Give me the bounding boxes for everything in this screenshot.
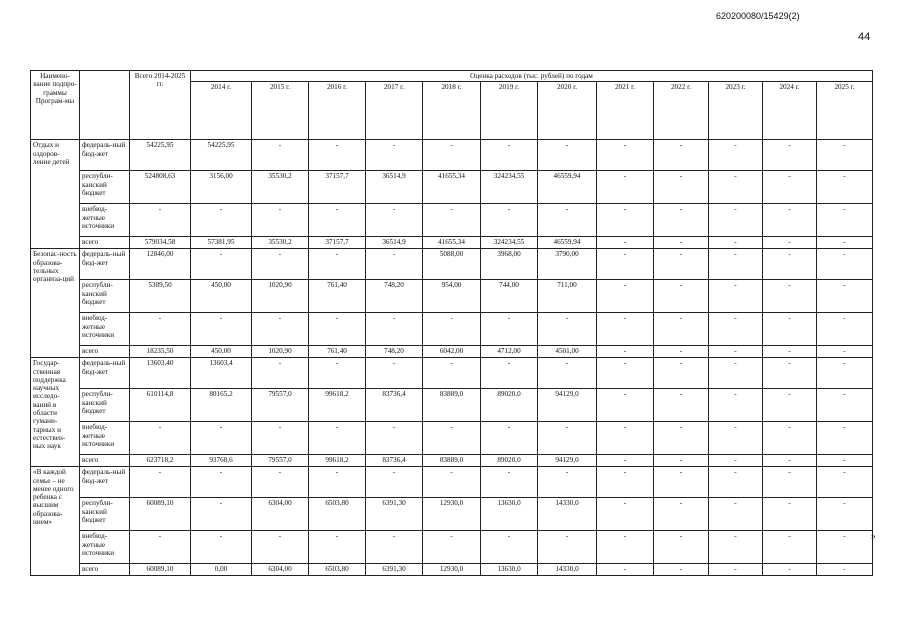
year-value-cell: - [538, 422, 597, 455]
header-year: 2014 г. [191, 82, 252, 140]
year-value-cell: - [252, 422, 309, 455]
year-value-cell: - [654, 422, 709, 455]
funding-source: республи-канский бюджет [80, 280, 130, 313]
table-row [31, 249, 873, 280]
year-value-cell: 36514,9 [366, 237, 423, 249]
funding-source: республи-канский бюджет [80, 389, 130, 422]
year-value-cell: - [597, 498, 654, 531]
table-row [31, 171, 873, 204]
table-row [31, 455, 873, 467]
year-value-cell: - [481, 467, 538, 498]
year-value-cell: - [763, 237, 817, 249]
year-value-cell: 6391,30 [366, 498, 423, 531]
year-value-cell: - [763, 249, 817, 280]
year-value-cell: 744,00 [481, 280, 538, 313]
year-value-cell: - [309, 531, 366, 564]
header-year: 2023 г. [709, 82, 763, 140]
year-value-cell: - [709, 204, 763, 237]
year-value-cell: 5088,00 [423, 249, 481, 280]
total-cell: 60089,10 [130, 498, 191, 531]
year-value-cell: 748,20 [366, 280, 423, 313]
year-value-cell: - [763, 313, 817, 346]
year-value-cell: 14330,0 [538, 564, 597, 576]
year-value-cell: - [763, 280, 817, 313]
year-value-cell: - [709, 422, 763, 455]
year-value-cell: - [191, 531, 252, 564]
year-value-cell: 13630,0 [481, 564, 538, 576]
year-value-cell: - [709, 389, 763, 422]
year-value-cell: - [252, 140, 309, 171]
header-year: 2020 г. [538, 82, 597, 140]
year-value-cell: - [709, 455, 763, 467]
total-cell: 623718,2 [130, 455, 191, 467]
year-value-cell: - [597, 422, 654, 455]
year-value-cell: - [817, 389, 873, 422]
year-value-cell: 12930,0 [423, 564, 481, 576]
year-value-cell: - [309, 204, 366, 237]
year-value-cell: - [252, 249, 309, 280]
year-value-cell: - [597, 358, 654, 389]
header-year: 2025 г. [817, 82, 873, 140]
year-value-cell: - [597, 171, 654, 204]
funding-source: всего [80, 237, 130, 249]
year-value-cell: 89020,0 [481, 455, 538, 467]
year-value-cell: 99618,2 [309, 455, 366, 467]
year-value-cell: - [309, 358, 366, 389]
header-year: 2017 г. [366, 82, 423, 140]
funding-source: всего [80, 346, 130, 358]
year-value-cell: - [252, 313, 309, 346]
table-row [31, 204, 873, 237]
year-value-cell: - [709, 313, 763, 346]
funding-source: республи-канский бюджет [80, 498, 130, 531]
header-name: Наимено-вание подпро-граммы Програм-мы [31, 71, 80, 140]
year-value-cell: - [709, 358, 763, 389]
year-value-cell: - [654, 140, 709, 171]
year-value-cell: - [309, 313, 366, 346]
year-value-cell: - [763, 455, 817, 467]
total-cell: - [130, 531, 191, 564]
year-value-cell: - [817, 249, 873, 280]
year-value-cell: 13603,4 [191, 358, 252, 389]
year-value-cell: 94129,0 [538, 389, 597, 422]
year-value-cell: - [481, 140, 538, 171]
funding-source: внебюд-жетные источники [80, 204, 130, 237]
year-value-cell: - [654, 389, 709, 422]
year-value-cell: 4501,00 [538, 346, 597, 358]
year-value-cell: - [763, 140, 817, 171]
year-value-cell: - [763, 467, 817, 498]
year-value-cell: 35530,2 [252, 171, 309, 204]
year-value-cell: 99618,2 [309, 389, 366, 422]
closing-quote: » [871, 531, 876, 541]
year-value-cell: 79557,0 [252, 389, 309, 422]
year-value-cell: - [817, 280, 873, 313]
year-value-cell: - [597, 249, 654, 280]
year-value-cell: - [191, 422, 252, 455]
year-value-cell: - [252, 358, 309, 389]
year-value-cell: 41655,34 [423, 171, 481, 204]
year-value-cell: - [366, 467, 423, 498]
year-value-cell: - [191, 498, 252, 531]
year-value-cell: - [817, 358, 873, 389]
year-value-cell: 6042,00 [423, 346, 481, 358]
funding-source: федераль-ный бюд-жет [80, 249, 130, 280]
header-year: 2016 г. [309, 82, 366, 140]
year-value-cell: - [654, 455, 709, 467]
year-value-cell: - [252, 531, 309, 564]
year-value-cell: - [763, 498, 817, 531]
year-value-cell: - [763, 204, 817, 237]
year-value-cell: - [817, 531, 873, 564]
funding-source: федераль-ный бюд-жет [80, 358, 130, 389]
year-value-cell: - [654, 358, 709, 389]
total-cell: 5389,50 [130, 280, 191, 313]
year-value-cell: 83889,0 [423, 455, 481, 467]
total-cell: 524808,63 [130, 171, 191, 204]
year-value-cell: 761,40 [309, 280, 366, 313]
year-value-cell: 83889,0 [423, 389, 481, 422]
year-value-cell: - [817, 313, 873, 346]
year-value-cell: 324234,55 [481, 237, 538, 249]
table-row [31, 237, 873, 249]
year-value-cell: - [709, 531, 763, 564]
funding-source: всего [80, 455, 130, 467]
header-year: 2022 г. [654, 82, 709, 140]
table-row [31, 280, 873, 313]
total-cell: - [130, 204, 191, 237]
year-value-cell: 93768,6 [191, 455, 252, 467]
total-cell: 60089,10 [130, 564, 191, 576]
year-value-cell: - [309, 467, 366, 498]
year-value-cell: 35530,2 [252, 237, 309, 249]
year-value-cell: 4712,00 [481, 346, 538, 358]
year-value-cell: - [763, 531, 817, 564]
total-cell: - [130, 313, 191, 346]
year-value-cell: - [423, 313, 481, 346]
year-value-cell: - [366, 313, 423, 346]
total-cell: 12846,00 [130, 249, 191, 280]
year-value-cell: - [654, 467, 709, 498]
year-value-cell: - [817, 564, 873, 576]
header-row-top [31, 71, 873, 82]
year-value-cell: 0,00 [191, 564, 252, 576]
funding-source: федераль-ный бюд-жет [80, 467, 130, 498]
year-value-cell: - [709, 249, 763, 280]
header-total: Всего 2014-2025 гг. [130, 71, 191, 140]
year-value-cell: - [597, 455, 654, 467]
year-value-cell: - [709, 467, 763, 498]
table-row [31, 498, 873, 531]
year-value-cell: 6503,80 [309, 564, 366, 576]
year-value-cell: - [763, 171, 817, 204]
year-value-cell: - [423, 140, 481, 171]
table-row [31, 389, 873, 422]
year-value-cell: 79557,0 [252, 455, 309, 467]
year-value-cell: 3790,00 [538, 249, 597, 280]
year-value-cell: - [366, 140, 423, 171]
year-value-cell: - [763, 346, 817, 358]
year-value-cell: - [423, 531, 481, 564]
year-value-cell: - [709, 140, 763, 171]
year-value-cell: 6304,00 [252, 564, 309, 576]
year-value-cell: 36514,9 [366, 171, 423, 204]
year-value-cell: - [309, 249, 366, 280]
year-value-cell: - [709, 498, 763, 531]
header-year: 2015 г. [252, 82, 309, 140]
year-value-cell: 450,00 [191, 346, 252, 358]
year-value-cell: - [538, 358, 597, 389]
section-name: Государ-ственная поддержка научных исследо-ваний в области гумани-тарных и естествен-ных наук [31, 358, 80, 467]
year-value-cell: - [817, 346, 873, 358]
year-value-cell: - [366, 249, 423, 280]
year-value-cell: 954,00 [423, 280, 481, 313]
year-value-cell: - [817, 422, 873, 455]
year-value-cell: 3156,00 [191, 171, 252, 204]
funding-source: республи-канский бюджет [80, 171, 130, 204]
table-row [31, 358, 873, 389]
funding-source: федераль-ный бюд-жет [80, 140, 130, 171]
year-value-cell: 89020,0 [481, 389, 538, 422]
year-value-cell: - [538, 313, 597, 346]
year-value-cell: - [597, 140, 654, 171]
year-value-cell: - [481, 358, 538, 389]
year-value-cell: - [366, 422, 423, 455]
year-value-cell: - [597, 346, 654, 358]
funding-source: внебюд-жетные источники [80, 422, 130, 455]
year-value-cell: - [654, 313, 709, 346]
year-value-cell: - [481, 422, 538, 455]
funding-source: внебюд-жетные источники [80, 531, 130, 564]
year-value-cell: - [423, 204, 481, 237]
year-value-cell: - [654, 249, 709, 280]
header-group: Оценка расходов (тыс. рублей) по годам [191, 71, 873, 82]
year-value-cell: - [654, 564, 709, 576]
year-value-cell: 57381,95 [191, 237, 252, 249]
year-value-cell: - [654, 346, 709, 358]
year-value-cell: - [538, 204, 597, 237]
year-value-cell: - [597, 467, 654, 498]
year-value-cell: 41655,34 [423, 237, 481, 249]
year-value-cell: 450,00 [191, 280, 252, 313]
year-value-cell: - [597, 564, 654, 576]
year-value-cell: 6391,30 [366, 564, 423, 576]
section-name: Отдых и оздоров-ление детей [31, 140, 80, 249]
year-value-cell: - [597, 389, 654, 422]
year-value-cell: - [538, 140, 597, 171]
year-value-cell: 83736,4 [366, 455, 423, 467]
year-value-cell: - [191, 249, 252, 280]
year-value-cell: - [481, 204, 538, 237]
year-value-cell: 37157,7 [309, 237, 366, 249]
year-value-cell: 46559,94 [538, 237, 597, 249]
year-value-cell: 13630,0 [481, 498, 538, 531]
table-row [31, 346, 873, 358]
header-source-blank [80, 71, 130, 140]
year-value-cell: 6304,00 [252, 498, 309, 531]
expenditure-table [30, 70, 873, 576]
year-value-cell: 80165,2 [191, 389, 252, 422]
year-value-cell: - [423, 422, 481, 455]
year-value-cell: - [709, 346, 763, 358]
year-value-cell: - [817, 498, 873, 531]
year-value-cell: - [309, 140, 366, 171]
year-value-cell: - [763, 358, 817, 389]
header-year: 2018 г. [423, 82, 481, 140]
total-cell: 610114,8 [130, 389, 191, 422]
year-value-cell: - [709, 171, 763, 204]
total-cell: - [130, 467, 191, 498]
year-value-cell: - [481, 313, 538, 346]
year-value-cell: - [597, 280, 654, 313]
year-value-cell: - [654, 531, 709, 564]
year-value-cell: 748,20 [366, 346, 423, 358]
year-value-cell: 83736,4 [366, 389, 423, 422]
year-value-cell: 14330,0 [538, 498, 597, 531]
year-value-cell: 12930,0 [423, 498, 481, 531]
total-cell: 579034,58 [130, 237, 191, 249]
year-value-cell: 94129,0 [538, 455, 597, 467]
year-value-cell: - [597, 237, 654, 249]
year-value-cell: 37157,7 [309, 171, 366, 204]
year-value-cell: 3968,00 [481, 249, 538, 280]
year-value-cell: - [252, 467, 309, 498]
year-value-cell: 46559,94 [538, 171, 597, 204]
total-cell: 18235,50 [130, 346, 191, 358]
year-value-cell: - [654, 204, 709, 237]
total-cell: - [130, 422, 191, 455]
year-value-cell: - [597, 313, 654, 346]
total-cell: 13603,40 [130, 358, 191, 389]
year-value-cell: - [252, 204, 309, 237]
year-value-cell: - [817, 467, 873, 498]
year-value-cell: - [423, 358, 481, 389]
table-row [31, 467, 873, 498]
year-value-cell: - [366, 531, 423, 564]
year-value-cell: - [709, 237, 763, 249]
year-value-cell: 1020,90 [252, 346, 309, 358]
document-id: 620200080/15429(2) [716, 11, 800, 21]
page-number: 44 [858, 31, 871, 43]
year-value-cell: 54225,95 [191, 140, 252, 171]
year-value-cell: - [654, 280, 709, 313]
section-name: «В каждой семье – не менее одного ребенка с высшим образова-нием» [31, 467, 80, 576]
table-row [31, 140, 873, 171]
total-cell: 54225,95 [130, 140, 191, 171]
header-year: 2024 г. [763, 82, 817, 140]
year-value-cell: - [709, 280, 763, 313]
table-row [31, 531, 873, 564]
year-value-cell: - [538, 467, 597, 498]
header-year: 2021 г. [597, 82, 654, 140]
year-value-cell: - [309, 422, 366, 455]
year-value-cell: - [191, 467, 252, 498]
year-value-cell: - [654, 237, 709, 249]
year-value-cell: 761,40 [309, 346, 366, 358]
year-value-cell: - [597, 531, 654, 564]
funding-source: внебюд-жетные источники [80, 313, 130, 346]
year-value-cell: 324234,55 [481, 171, 538, 204]
year-value-cell: - [817, 140, 873, 171]
section-name: Безопас-ность образова-тельных организа-ций [31, 249, 80, 358]
year-value-cell: - [817, 237, 873, 249]
funding-source: всего [80, 564, 130, 576]
year-value-cell: 6503,80 [309, 498, 366, 531]
table-row [31, 313, 873, 346]
year-value-cell: - [817, 171, 873, 204]
year-value-cell: 1020,90 [252, 280, 309, 313]
table-row [31, 422, 873, 455]
year-value-cell: - [654, 498, 709, 531]
year-value-cell: - [423, 467, 481, 498]
table-row [31, 564, 873, 576]
year-value-cell: - [481, 531, 538, 564]
year-value-cell: - [817, 455, 873, 467]
year-value-cell: - [191, 204, 252, 237]
year-value-cell: - [709, 564, 763, 576]
year-value-cell: - [366, 204, 423, 237]
year-value-cell: 711,00 [538, 280, 597, 313]
year-value-cell: - [763, 422, 817, 455]
year-value-cell: - [366, 358, 423, 389]
year-value-cell: - [763, 564, 817, 576]
year-value-cell: - [817, 204, 873, 237]
year-value-cell: - [597, 204, 654, 237]
year-value-cell: - [191, 313, 252, 346]
year-value-cell: - [538, 531, 597, 564]
header-year: 2019 г. [481, 82, 538, 140]
year-value-cell: - [763, 389, 817, 422]
year-value-cell: - [654, 171, 709, 204]
